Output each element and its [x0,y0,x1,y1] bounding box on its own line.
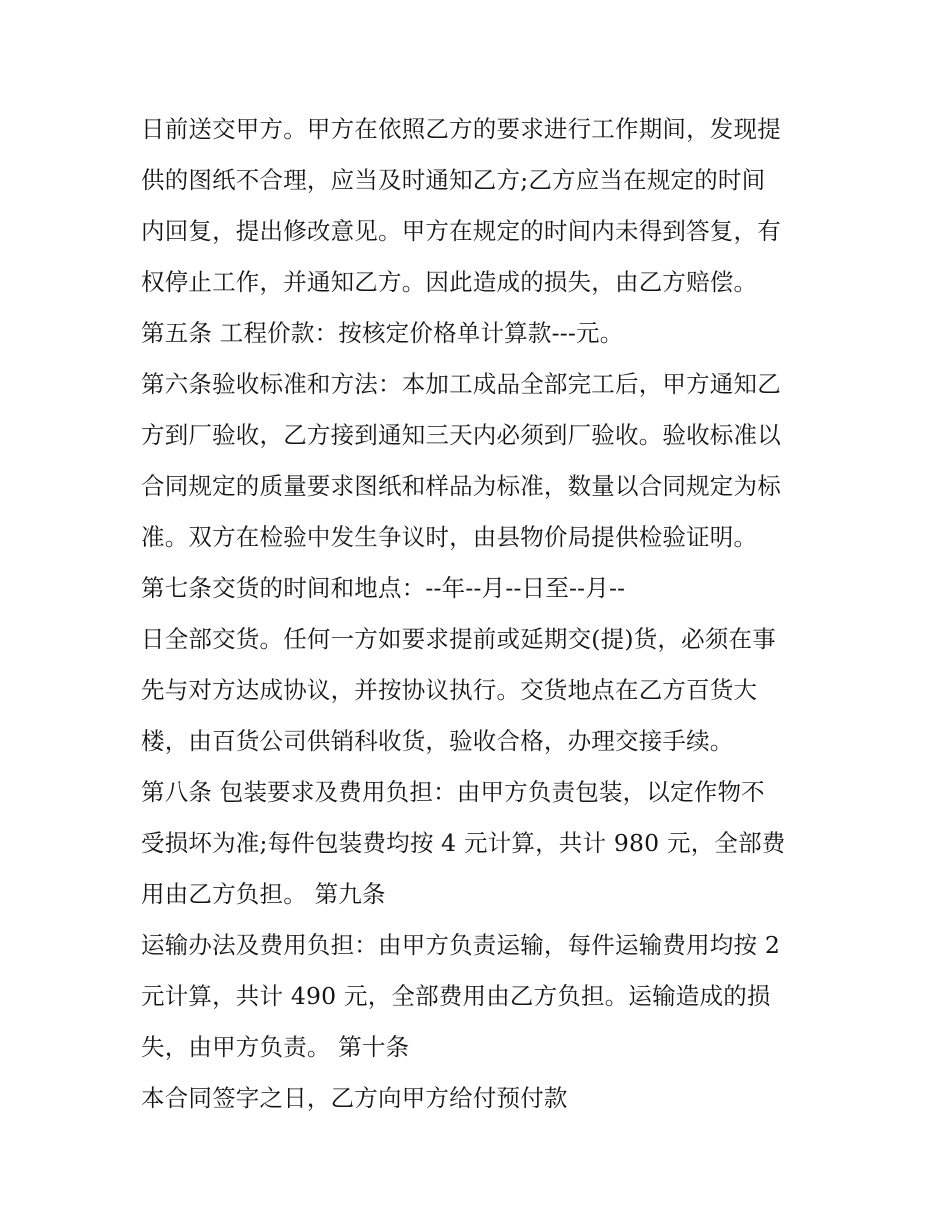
text-line: 受损坏为准;每件包装费均按 4 元计算，共计 980 元，全部费 [141,829,786,857]
text-line: 第七条交货的时间和地点：--年--月--日至--月-- [141,574,626,602]
text-line: 楼，由百货公司供销科收货，验收合格，办理交接手续。 [141,727,734,755]
text-line: 用由乙方负担。 第九条 [141,880,386,908]
text-line: 内回复，提出修改意见。甲方在规定的时间内未得到答复，有 [141,217,781,245]
text-line: 准。双方在检验中发生争议时，由县物价局提供检验证明。 [141,523,758,551]
text-line: 权停止工作，并通知乙方。因此造成的损失，由乙方赔偿。 [141,268,758,296]
document-body [141,104,821,1124]
text-line: 供的图纸不合理，应当及时通知乙方;乙方应当在规定的时间 [141,166,766,194]
text-line: 第五条 工程价款：按核定价格单计算款---元。 [141,319,624,347]
text-line: 先与对方达成协议，并按协议执行。交货地点在乙方百货大 [141,676,758,704]
text-line: 日全部交货。任何一方如要求提前或延期交(提)货，必须在事 [141,625,776,653]
text-line: 日前送交甲方。甲方在依照乙方的要求进行工作期间，发现提 [141,115,781,143]
text-line: 方到厂验收，乙方接到通知三天内必须到厂验收。验收标准以 [141,421,781,449]
text-line: 运输办法及费用负担：由甲方负责运输，每件运输费用均按 2 [141,931,781,959]
text-line: 本合同签字之日，乙方向甲方给付预付款 [141,1084,568,1112]
text-line: 失，由甲方负责。 第十条 [141,1033,410,1061]
text-line: 第八条 包装要求及费用负担：由甲方负责包装，以定作物不 [141,778,765,806]
text-line: 元计算，共计 490 元，全部费用由乙方负担。运输造成的损 [141,982,771,1010]
text-line: 合同规定的质量要求图纸和样品为标准，数量以合同规定为标 [141,472,781,500]
text-line: 第六条验收标准和方法：本加工成品全部完工后，甲方通知乙 [141,370,781,398]
